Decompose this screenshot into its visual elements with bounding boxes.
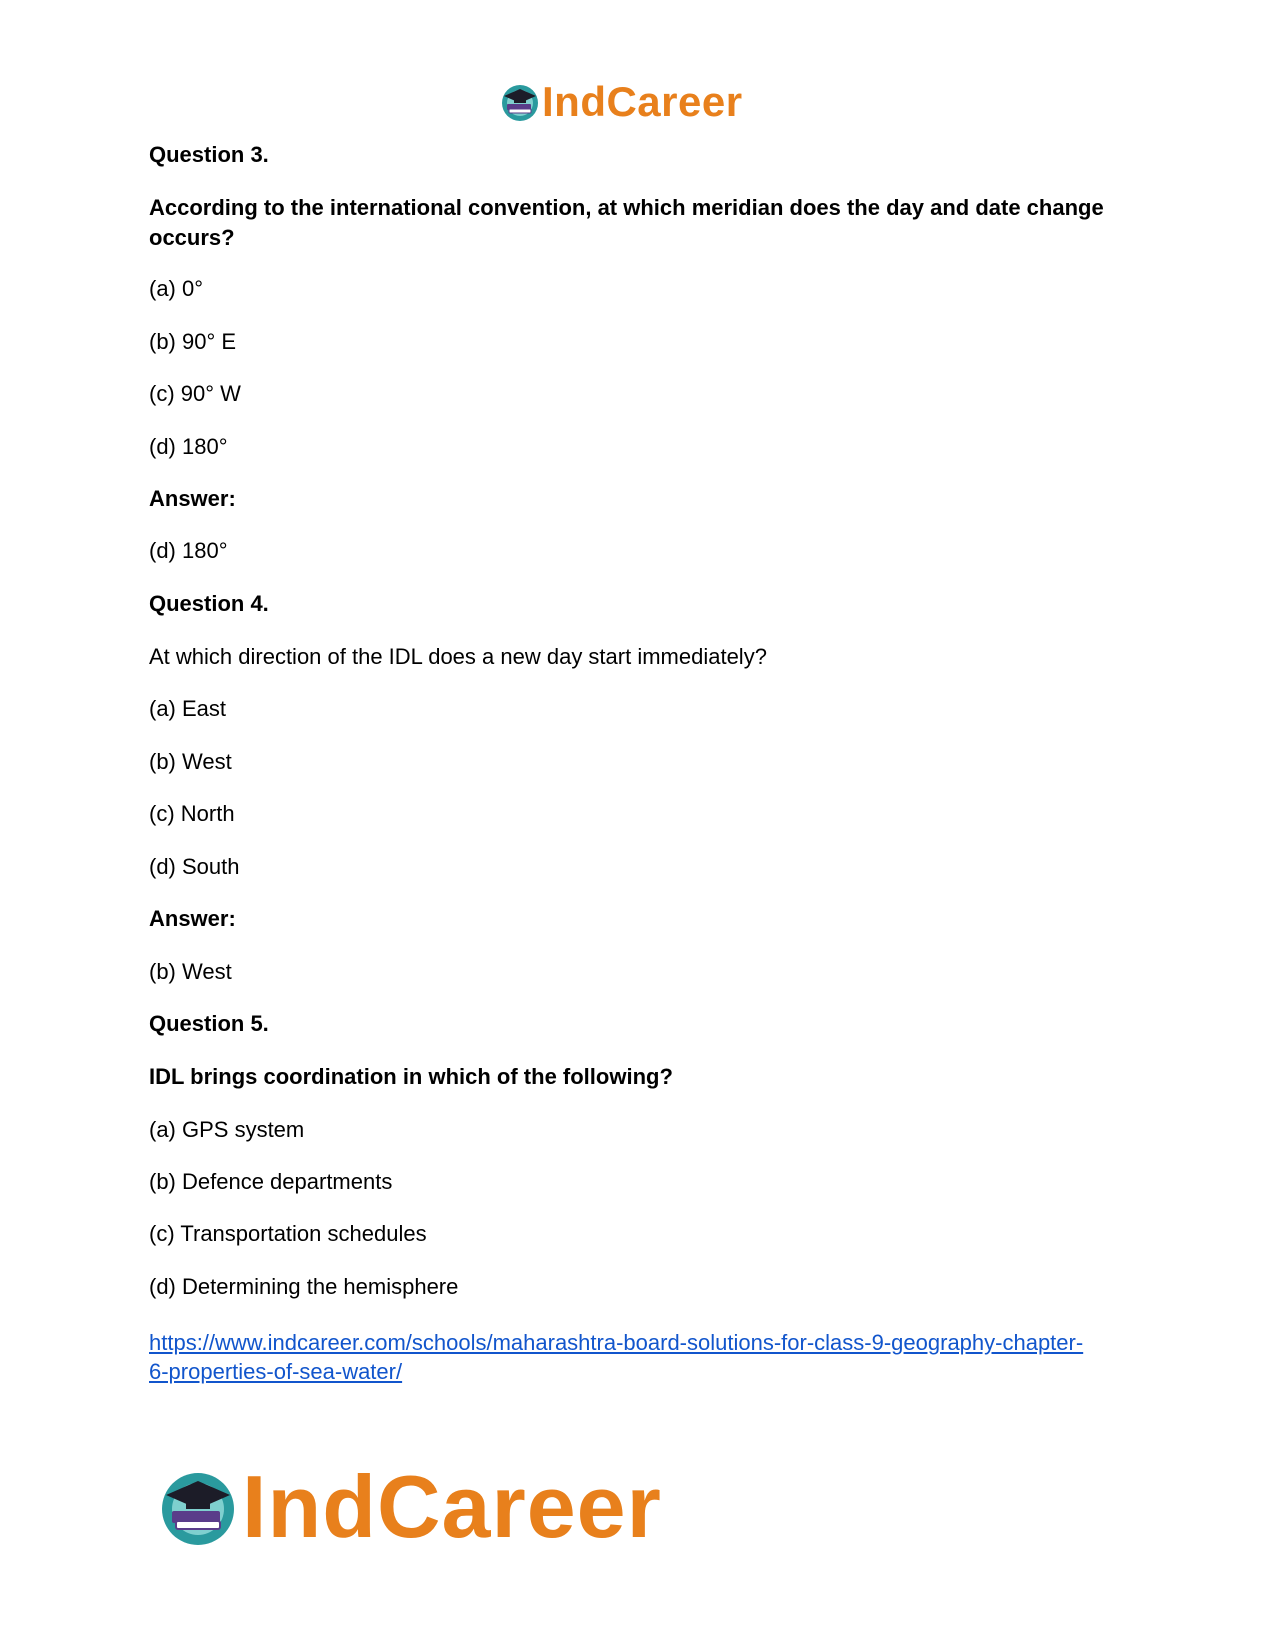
question-3-option-d: (d) 180° bbox=[149, 434, 228, 459]
question-4-option-a: (a) East bbox=[149, 696, 227, 721]
brand-wordmark: IndCareer bbox=[242, 1457, 662, 1556]
question-5-option-c: (c) Transportation schedules bbox=[149, 1221, 427, 1246]
question-4-answer-label: Answer: bbox=[149, 906, 236, 931]
brand-logo-header bbox=[500, 80, 743, 124]
question-4-option-c: (c) North bbox=[149, 801, 235, 826]
graduation-book-icon bbox=[158, 1467, 238, 1547]
graduation-book-icon bbox=[500, 82, 540, 122]
question-3-heading: Question 3. bbox=[149, 142, 269, 167]
source-link-line-2[interactable]: 6-properties-of-sea-water/ bbox=[149, 1359, 403, 1384]
question-4-answer: (b) West bbox=[149, 959, 232, 984]
question-5-option-d: (d) Determining the hemisphere bbox=[149, 1274, 459, 1299]
question-3-option-c: (c) 90° W bbox=[149, 381, 241, 406]
question-4-option-d: (d) South bbox=[149, 854, 240, 879]
question-5-option-a: (a) GPS system bbox=[149, 1117, 305, 1142]
question-4-option-b: (b) West bbox=[149, 749, 232, 774]
brand-wordmark: IndCareer bbox=[542, 78, 743, 125]
question-3-answer-label: Answer: bbox=[149, 486, 236, 511]
question-4-heading: Question 4. bbox=[149, 591, 269, 616]
question-5-text: IDL brings coordination in which of the following? bbox=[149, 1064, 673, 1089]
brand-logo-footer bbox=[158, 1457, 662, 1556]
question-4-text: At which direction of the IDL does a new day start immediately? bbox=[149, 644, 767, 669]
source-link-line-1[interactable]: https://www.indcareer.com/schools/maharashtra-board-solutions-for-class-9-geography-chapter- bbox=[149, 1330, 1084, 1355]
question-3-option-b: (b) 90° E bbox=[149, 329, 237, 354]
question-5-option-b: (b) Defence departments bbox=[149, 1169, 393, 1194]
question-3-option-a: (a) 0° bbox=[149, 276, 204, 301]
question-3-answer: (d) 180° bbox=[149, 538, 228, 563]
question-3-text: According to the international convention, at which meridian does the day and date change occurs? bbox=[149, 195, 1104, 250]
question-5-heading: Question 5. bbox=[149, 1011, 269, 1036]
